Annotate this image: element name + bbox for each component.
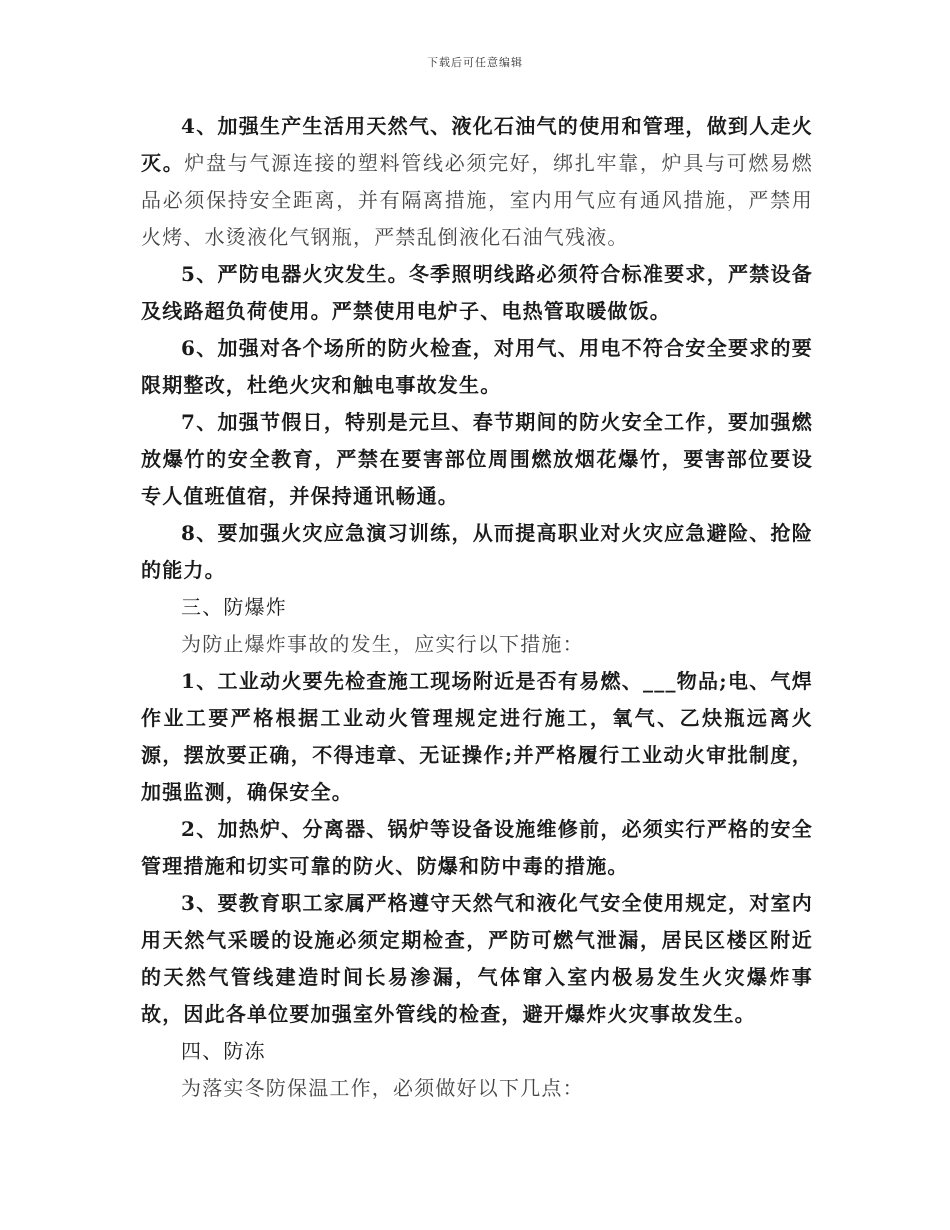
paragraph-rest: 炉盘与气源连接的塑料管线必须完好，绑扎牢靠，炉具与可燃易燃品必须保持安全距离，并有隔离措施，室内用气应有通风措施，严禁用火烤、水烫液化气钢瓶，严禁乱倒液化石油气残液。	[141, 151, 813, 249]
document-body	[141, 108, 813, 1107]
paragraph-item-4	[141, 108, 813, 256]
paragraph-explosion-2: 2、加热炉、分离器、锅炉等设备设施维修前，必须实行严格的安全管理措施和切实可靠的防火、防爆和防中毒的措施。	[141, 817, 813, 878]
paragraph-explosion-3: 3、要教育职工家属严格遵守天然气和液化气安全使用规定，对室内用天然气采暖的设施必须定期检查，严防可燃气泄漏，居民区楼区附近的天然气管线建造时间长易渗漏，气体窜入室内极易发生火灾爆炸事故，因此各单位要加强室外管线的检查，避开爆炸火灾事故发生。	[141, 891, 813, 1026]
paragraph-item-7: 7、加强节假日，特别是元旦、春节期间的防火安全工作，要加强燃放爆竹的安全教育，严禁在要害部位周围燃放烟花爆竹，要害部位要设专人值班值宿，并保持通讯畅通。	[141, 410, 813, 508]
paragraph-item-5: 5、严防电器火灾发生。冬季照明线路必须符合标准要求，严禁设备及线路超负荷使用。严禁使用电炉子、电热管取暖做饭。	[141, 262, 813, 323]
paragraph-explosion-1: 1、工业动火要先检查施工现场附近是否有易燃、___物品;电、气焊作业工要严格根据工业动火管理规定进行施工，氧气、乙炔瓶远离火源，摆放要正确，不得违章、无证操作;并严格履行工业动火审批制度，加强监测，确保安全。	[141, 669, 813, 804]
section-intro-frost: 为落实冬防保温工作，必须做好以下几点：	[181, 1076, 584, 1100]
paragraph-lead: 4、加强生产生活用天然气、液化石油气的使用和管理，做到人走火灭。	[141, 114, 813, 175]
section-intro-explosion: 为防止爆炸事故的发生，应实行以下措施：	[181, 632, 584, 656]
paragraph-item-8: 8、要加强火灾应急演习训练，从而提高职业对火灾应急避险、抢险的能力。	[141, 521, 813, 582]
section-heading-explosion-prevention: 三、防爆炸	[181, 595, 287, 619]
section-heading-frost-prevention: 四、防冻	[181, 1039, 266, 1063]
page-header: 下载后可任意编辑	[427, 56, 523, 69]
paragraph-item-6: 6、加强对各个场所的防火检查，对用气、用电不符合安全要求的要限期整改，杜绝火灾和触电事故发生。	[141, 336, 813, 397]
